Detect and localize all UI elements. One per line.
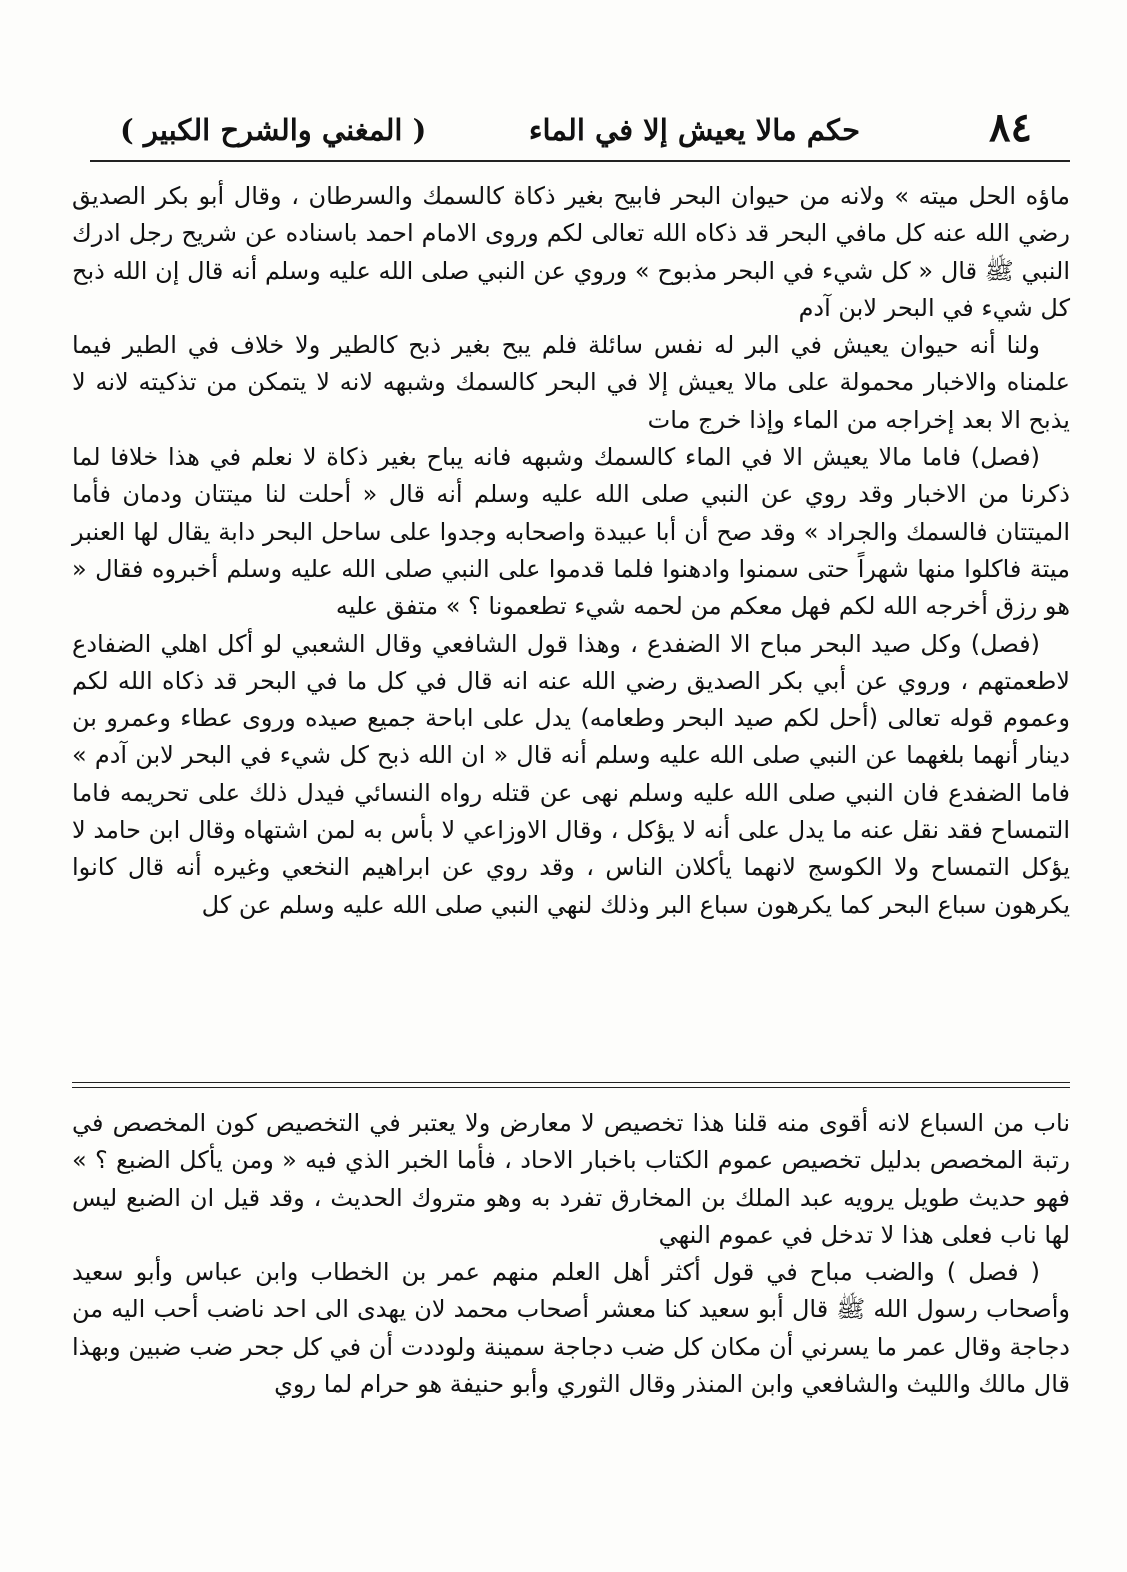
book-title: ( المغني والشرح الكبير ): [120, 113, 427, 147]
main-paragraph: (فصل) فاما مالا يعيش الا في الماء كالسمك وشبهه فانه يباح بغير ذكاة لا نعلم في هذا خلافا لما ذكرنا من الاخبار وقد روي عن النبي صلى الله عليه وسلم أنه قال « أحلت لنا ميتتان ودمان فأما الميتتان فالسمك والجراد » وقد صح أن أبا عبيدة واصحابه وجدوا على ساحل البحر دابة يقال لها العنبر ميتة فاكلوا منها شهراً حتى سمنوا وادهنوا فلما قدموا على النبي صلى الله عليه وسلم أخبروه فقال « هو رزق أخرجه الله لكم فهل معكم من لحمه شيء تطعمونا ؟ » متفق عليه: [72, 443, 1070, 621]
main-text: [72, 178, 1070, 924]
commentary-paragraph: ناب من السباع لانه أقوى منه قلنا هذا تخصيص لا معارض ولا يعتبر في التخصيص كون المخصص في رتبة المخصص بدليل تخصيص عموم الكتاب باخبار الاحاد ، فأما الخبر الذي فيه « ومن يأكل الضبع ؟ » فهو حديث طويل يرويه عبد الملك بن المخارق تفرد به وهو متروك الحديث ، وقد قيل ان الضبع ليس لها ناب فعلى هذا لا تدخل في عموم النهي: [72, 1109, 1070, 1249]
page-number: ٨٤: [989, 104, 1032, 151]
main-paragraph: (فصل) وكل صيد البحر مباح الا الضفدع ، وهذا قول الشافعي وقال الشعبي لو أكل اهلي الضفادع لاطعمتهم ، وروي عن أبي بكر الصديق رضي الله عنه انه قال في كل ما في البحر قد ذكاه الله لكم وعموم قوله تعالى (أحل لكم صيد البحر وطعامه) يدل على اباحة جميع صيده وروى عطاء وعمرو بن دينار أنهما بلغهما عن النبي صلى الله عليه وسلم أنه قال « ان الله ذبح كل شيء في البحر لابن آدم » فاما الضفدع فان النبي صلى الله عليه وسلم نهى عن قتله رواه النسائي فيدل ذلك على تحريمه فاما التمساح فقد نقل عنه ما يدل على أنه لا يؤكل ، وقال الاوزاعي لا بأس به لمن اشتهاه وقال ابن حامد لا يؤكل التمساح ولا الكوسج لانهما يأكلان الناس ، وقد روي عن ابراهيم النخعي وغيره أنه قال كانوا يكرهون سباع البحر كما يكرهون سباع البر وذلك لنهي النبي صلى الله عليه وسلم عن كل: [72, 629, 1070, 919]
main-paragraph: ولنا أنه حيوان يعيش في البر له نفس سائلة فلم يبح بغير ذبح كالطير ولا خلاف في الطير فيما علمناه والاخبار محمولة على مالا يعيش إلا في البحر كالسمك وشبهه لانه لا يتمكن من تذكيته لانه لا يذبح الا بعد إخراجه من الماء وإذا خرج مات: [72, 331, 1070, 434]
header-rule: [90, 160, 1070, 162]
commentary-text: [72, 1105, 1070, 1403]
running-title: حكم مالا يعيش إلا في الماء: [528, 113, 860, 147]
main-paragraph: ماؤه الحل ميته » ولانه من حيوان البحر فابيح بغير ذكاة كالسمك والسرطان ، وقال أبو بكر الصديق رضي الله عنه كل مافي البحر قد ذكاه الله تعالى لكم وروى الامام احمد باسناده عن شريح رجل ادرك النبي ﷺ قال « كل شيء في البحر مذبوح » وروي عن النبي صلى الله عليه وسلم أنه قال إن الله ذبح كل شيء في البحر لابن آدم: [72, 182, 1070, 322]
section-divider: [72, 1082, 1070, 1088]
page-header: [70, 100, 1070, 160]
commentary-paragraph: ( فصل ) والضب مباح في قول أكثر أهل العلم منهم عمر بن الخطاب وابن عباس وأبو سعيد وأصحاب رسول الله ﷺ قال أبو سعيد كنا معشر أصحاب محمد لان يهدى الى احد ناضب أحب اليه من دجاجة وقال عمر ما يسرني أن مكان كل ضب دجاجة سمينة ولوددت أن في كل جحر ضب ضبين وبهذا قال مالك والليث والشافعي وابن المنذر وقال الثوري وأبو حنيفة هو حرام لما روي: [72, 1258, 1070, 1399]
